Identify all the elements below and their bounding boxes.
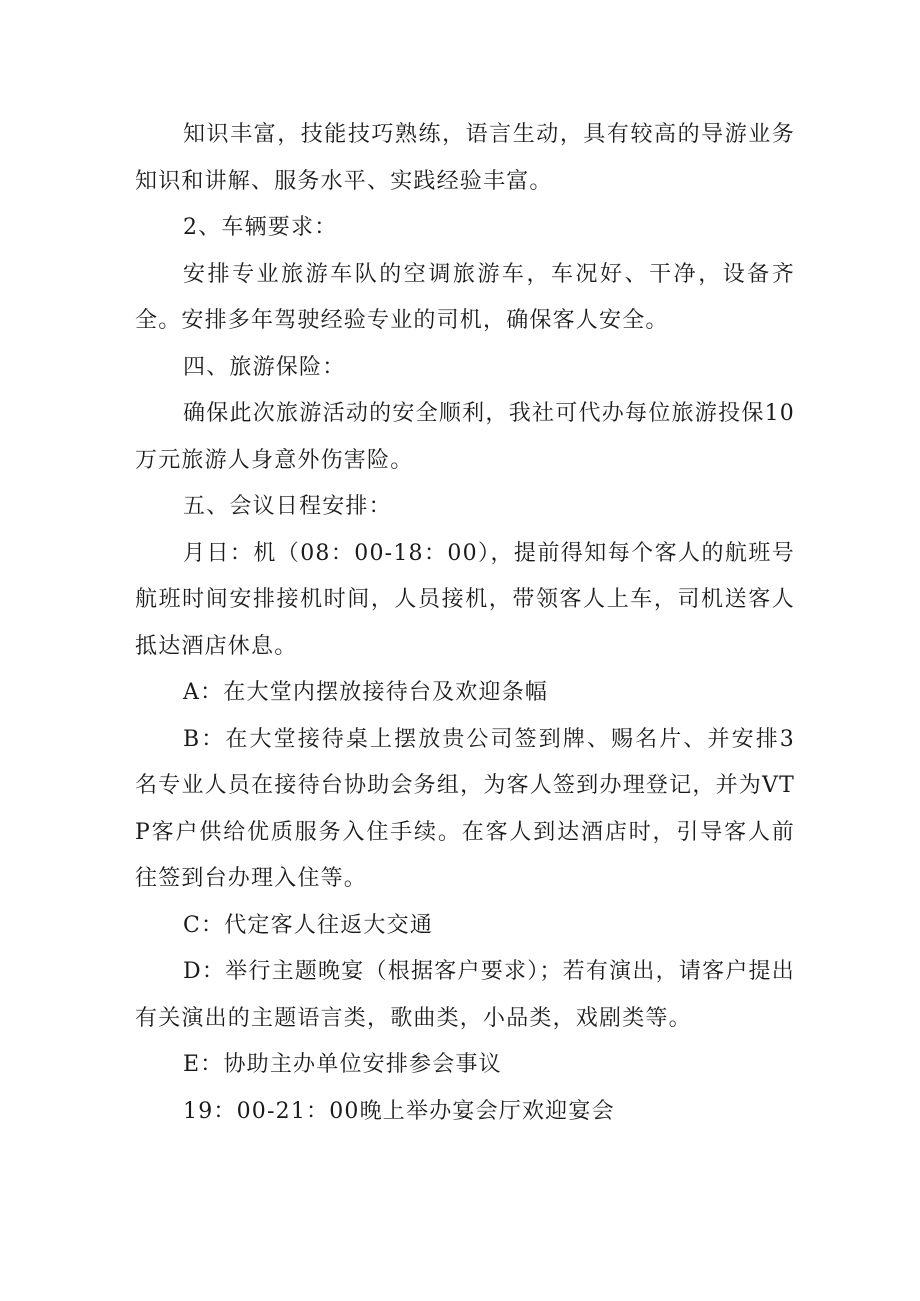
paragraph-item-d: D：举行主题晚宴（根据客户要求）；若有演出，请客户提出有关演出的主题语言类，歌曲类，小品类，戏剧类等。 [135,959,795,1031]
paragraph-insurance-heading: 四、旅游保险： [183,354,346,380]
paragraph-guide-knowledge: 知识丰富，技能技巧熟练，语言生动，具有较高的导游业务知识和讲解、服务水平、实践经验丰富。 [135,122,795,194]
paragraph-insurance-details: 确保此次旅游活动的安全顺利，我社可代办每位旅游投保10万元旅游人身意外伤害险。 [135,401,795,473]
paragraph-item-b: B：在大堂接待桌上摆放贵公司签到牌、赐名片、并安排3名专业人员在接待台协助会务组，为客人签到办理登记，并为VTP客户供给优质服务入住手续。在客人到达酒店时，引导客人前往签到台办理入住等。 [135,726,795,891]
paragraph-item-c: C：代定客人往返大交通 [183,912,434,938]
paragraph-vehicle-details: 安排专业旅游车队的空调旅游车，车况好、干净，设备齐全。安排多年驾驶经验专业的司机，确保客人安全。 [135,261,795,333]
paragraph-schedule-heading: 五、会议日程安排： [183,494,392,519]
paragraph-airport-pickup: 月日：机（08：00-18：00），提前得知每个客人的航班号航班时间安排接机时间，人员接机，带领客人上车，司机送客人抵达酒店休息。 [135,540,795,659]
paragraph-welcome-banquet: 19：00-21：00晚上举办宴会厅欢迎宴会 [183,1098,615,1124]
paragraph-item-e: E：协助主办单位安排参会事议 [183,1052,502,1077]
paragraph-item-a: A：在大堂内摆放接待台及欢迎条幅 [183,680,549,705]
document-body [135,112,795,1135]
paragraph-vehicle-heading: 2、车辆要求： [183,215,338,240]
